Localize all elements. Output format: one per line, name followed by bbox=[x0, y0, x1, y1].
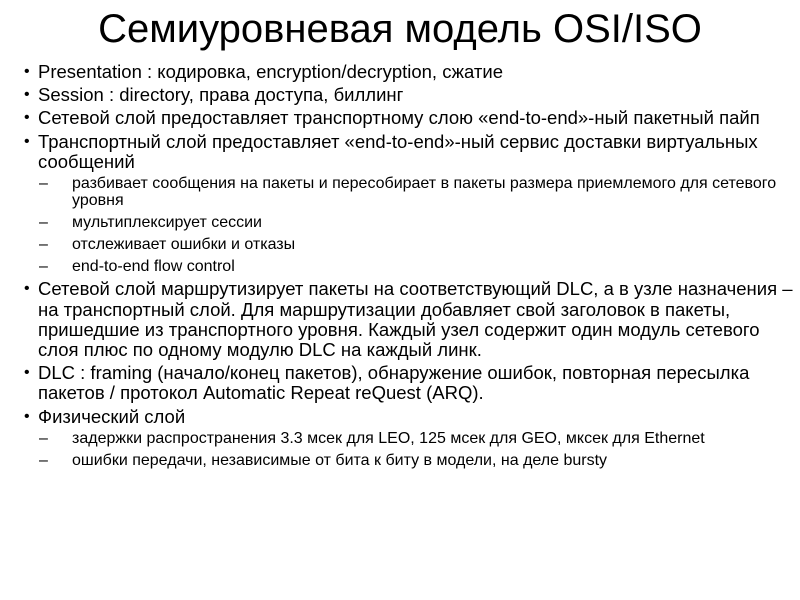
dash-marker: – bbox=[39, 175, 48, 193]
bullet-marker: • bbox=[24, 63, 30, 80]
bullet-list bbox=[26, 62, 796, 473]
bullet-item bbox=[26, 85, 796, 105]
bullet-item bbox=[26, 108, 796, 128]
sub-bullet-item bbox=[26, 214, 796, 231]
bullet-text: Presentation : кодировка, encryption/decryption, сжатие bbox=[38, 61, 504, 82]
dash-marker: – bbox=[39, 451, 48, 469]
bullet-text: Сетевой слой предоставляет транспортному слою «end-to-end»-ный пакетный пайп bbox=[38, 107, 760, 129]
bullet-text: Физический слой bbox=[38, 405, 186, 427]
bullet-item bbox=[26, 407, 796, 427]
sub-bullet-text: end-to-end flow control bbox=[72, 257, 235, 275]
sub-bullet-text: отслеживает ошибки и отказы bbox=[72, 235, 296, 253]
sub-bullet-item bbox=[26, 430, 796, 447]
bullet-marker: • bbox=[24, 109, 30, 127]
bullet-item bbox=[26, 132, 796, 172]
bullet-marker: • bbox=[24, 280, 30, 298]
sub-bullet-item bbox=[26, 236, 796, 253]
sub-bullet-text: ошибки передачи, независимые от бита к биту в модели, на деле bursty bbox=[72, 451, 608, 469]
bullet-marker: • bbox=[24, 132, 30, 150]
bullet-text: Session : directory, права доступа, биллинг bbox=[38, 84, 404, 106]
sub-bullet-item bbox=[26, 452, 796, 469]
dash-marker: – bbox=[39, 257, 48, 275]
bullet-item bbox=[26, 279, 796, 360]
dash-marker: – bbox=[39, 214, 48, 232]
bullet-item bbox=[26, 62, 796, 82]
bullet-marker: • bbox=[24, 407, 30, 425]
dash-marker: – bbox=[39, 429, 48, 447]
bullet-marker: • bbox=[24, 86, 30, 104]
bullet-text: Сетевой слой маршрутизирует пакеты на соответствующий DLC, а в узле назначения – на транспортный слой. Для маршрутизации добавляет свой заголовок в пакеты, пришедшие из транспортного уровня. Каждый узел содержит один модуль сетевого слоя плюс по одному модулю DLC на каждый линк. bbox=[38, 278, 793, 361]
sub-bullet-text: разбивает сообщения на пакеты и пересобирает в пакеты размера приемлемого для сетевого уровня bbox=[72, 175, 777, 210]
bullet-marker: • bbox=[24, 364, 30, 382]
bullet-text: DLC : framing (начало/конец пакетов), обнаружение ошибок, повторная пересылка пакетов / протокол Automatic Repeat reQuest (ARQ). bbox=[38, 362, 750, 404]
sub-bullet-text: мультиплексирует сессии bbox=[72, 214, 262, 232]
bullet-item bbox=[26, 363, 796, 403]
sub-bullet-item bbox=[26, 258, 796, 275]
bullet-text: Транспортный слой предоставляет «end-to-end»-ный сервис доставки виртуальных сообщений bbox=[38, 130, 758, 172]
sub-bullet-text: задержки распространения 3.3 мсек для LEO, 125 мсек для GEO, мксек для Ethernet bbox=[72, 429, 705, 447]
slide-title: Семиуровневая модель OSI/ISO bbox=[98, 7, 702, 51]
sub-bullet-item bbox=[26, 175, 796, 209]
dash-marker: – bbox=[39, 235, 48, 253]
